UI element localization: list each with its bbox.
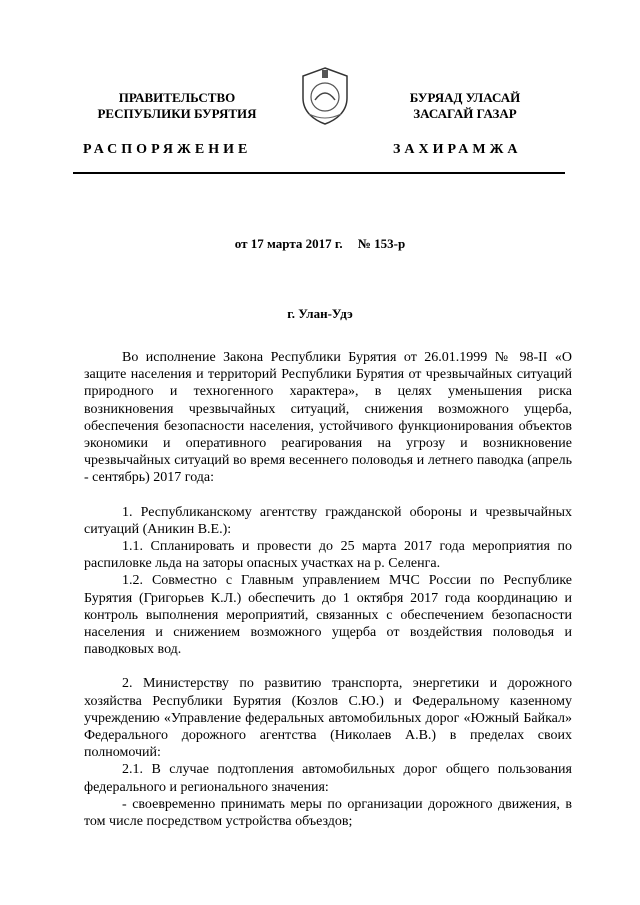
- doc-type-bua: ЗАХИРАМЖА: [393, 142, 522, 157]
- org-name-ru-line2: РЕСПУБЛИКИ БУРЯТИЯ: [97, 106, 257, 121]
- paragraph-item-1: 1. Республиканскому агентству гражданской обороны и чрезвычайных ситуаций (Аникин В.Е.):: [84, 504, 572, 537]
- order-date: от 17 марта 2017 г.: [234, 236, 343, 251]
- header-divider: [73, 172, 565, 174]
- paragraph-item-1-1: 1.1. Спланировать и провести до 25 марта 2017 года мероприятия по распиловке льда на заторы опасных участках на р. Селенга.: [84, 539, 572, 572]
- paragraph-preamble: Во исполнение Закона Республики Бурятия от 26.01.1999 № 98-II «О защите населения и территорий Республики Бурятия от чрезвычайных ситуаций природного и техногенного характера», в целях уменьшения риска возникновения чрезвычайных ситуаций, снижения возможного ущерба, обеспечения безопасности населения, устойчивого функционирования объектов экономики и оперативного реагирования на угрозу и возникновение чрезвычайных ситуаций во время весеннего половодья и летнего паводка (апрель - сентябрь) 2017 года:: [84, 350, 572, 486]
- order-number: № 153-р: [357, 236, 406, 251]
- document-body: [84, 349, 572, 830]
- coat-of-arms-emblem: [296, 64, 354, 126]
- paragraph-item-2: 2. Министерству по развитию транспорта, энергетики и дорожного хозяйства Республики Бурятия (Козлов С.Ю.) и Федеральному казенному учреждению «Управление федеральных автомобильных дорог «Южный Байкал» Федерального дорожного агентства (Николаев А.В.) в пределах своих полномочий:: [84, 676, 572, 761]
- doc-type-ru: РАСПОРЯЖЕНИЕ: [83, 142, 252, 157]
- paragraph-item-1-2: 1.2. Совместно с Главным управлением МЧС России по Республике Бурятия (Григорьев К.Л.) обеспечить до 1 октября 2017 года координацию и контроль выполнения мероприятий, связанных с обеспечением безопасности населения и снижением возможного ущерба от воздействия половодья и паводковых вод.: [84, 573, 572, 658]
- paragraph-item-2-1: 2.1. В случае подтопления автомобильных дорог общего пользования федерального и регионального значения:: [84, 762, 572, 795]
- header-left: [72, 90, 282, 122]
- date-number-line: [0, 236, 640, 252]
- org-name-bua-line2: ЗАСАГАЙ ГАЗАР: [413, 106, 517, 121]
- org-name-ru-line1: ПРАВИТЕЛЬСТВО: [118, 90, 236, 105]
- city-line: г. Улан-Удэ: [287, 306, 353, 321]
- header-right: [360, 90, 570, 122]
- paragraph-bullet: - своевременно принимать меры по организации дорожного движения, в том числе посредством устройства объездов;: [84, 796, 572, 830]
- org-name-bua-line1: БУРЯАД УЛАСАЙ: [409, 90, 521, 105]
